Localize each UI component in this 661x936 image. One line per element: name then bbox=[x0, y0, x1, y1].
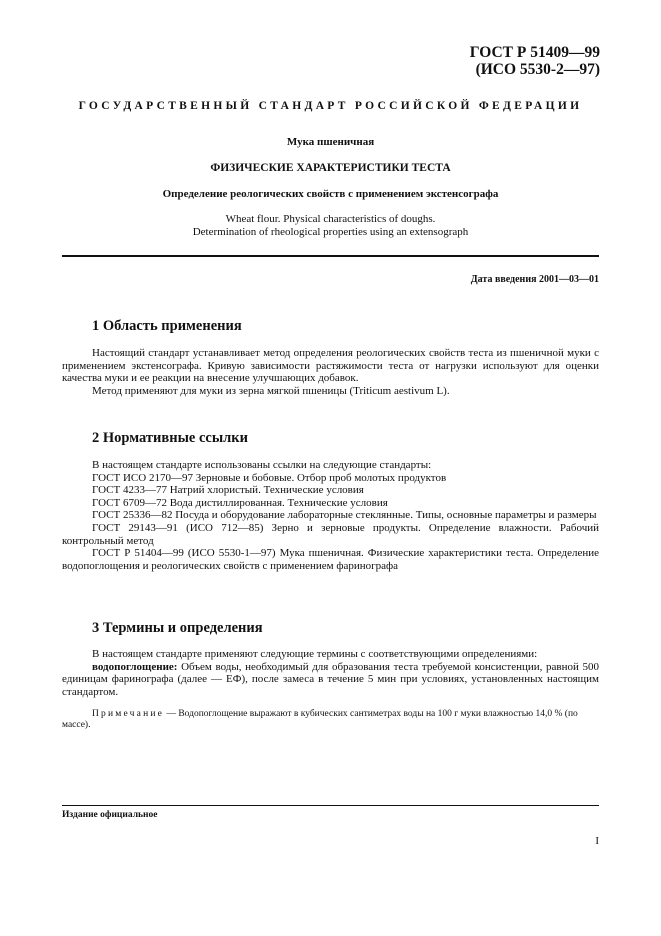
section-2-heading: 2 Нормативные ссылки bbox=[92, 430, 248, 446]
term-text: Объем воды, необходимый для образования теста требуемой консистенции, равной 500 единицам фаринографа (далее — ЕФ), после замеса в течение 5 мин при условиях, установленных настоящим стандартом. bbox=[62, 660, 599, 698]
gost-designation bbox=[470, 44, 600, 78]
note-text: — Водопоглощение выражают в кубических сантиметрах воды на 100 г муки влажностью 14,0 % (по массе). bbox=[62, 709, 578, 730]
edition-label: Издание официальное bbox=[62, 810, 158, 820]
introduction-date: Дата введения 2001—03—01 bbox=[470, 274, 599, 285]
term-name: водопоглощение: bbox=[92, 660, 178, 673]
section-1-heading: 1 Область применения bbox=[92, 318, 242, 334]
iso-number: (ИСО 5530-2—97) bbox=[475, 61, 600, 78]
english-title bbox=[62, 213, 599, 238]
state-standard-title: ГОСУДАРСТВЕННЫЙ СТАНДАРТ РОССИЙСКОЙ ФЕДЕРАЦИИ bbox=[78, 100, 583, 112]
reference-item: ГОСТ 6709—72 Вода дистиллированная. Технические условия bbox=[92, 496, 388, 509]
reference-item: ГОСТ 29143—91 (ИСО 712—85) Зерно и зерновые продукты. Определение влажности. Рабочий контрольный метод bbox=[62, 521, 599, 547]
main-title: ФИЗИЧЕСКИЕ ХАРАКТЕРИСТИКИ ТЕСТА bbox=[210, 162, 451, 174]
title-divider bbox=[62, 255, 599, 257]
page-number: I bbox=[595, 835, 599, 847]
section-1-body bbox=[62, 347, 599, 397]
note bbox=[62, 709, 599, 731]
product-title: Мука пшеничная bbox=[286, 136, 375, 148]
reference-item: ГОСТ Р 51404—99 (ИСО 5530-1—97) Мука пшеничная. Физические характеристики теста. Определение водопоглощения и реологических свойств с применением фаринографа bbox=[62, 547, 599, 572]
reference-item: ГОСТ ИСО 2170—97 Зерновые и бобовые. Отбор проб молотых продуктов bbox=[92, 471, 447, 484]
reference-item: ГОСТ 25336—82 Посуда и оборудование лабораторные стеклянные. Типы, основные параметры и размеры bbox=[92, 509, 597, 522]
section-1-paragraph-1: Настоящий стандарт устанавливает метод определения реологических свойств теста из пшеничной муки с применением экстенсографа. Кривую зависимости растяжимости теста от нагрузки используют для оценки качества муки и ее реакции на внесение улучшающих добавок. bbox=[62, 347, 599, 385]
gost-number: ГОСТ Р 51409—99 bbox=[469, 44, 600, 61]
section-1-paragraph-2: Метод применяют для муки из зерна мягкой пшеницы (Triticum aestivum L). bbox=[92, 384, 450, 397]
section-2-body bbox=[62, 459, 599, 572]
english-title-line-1: Wheat flour. Physical characteristics of doughs. bbox=[225, 213, 436, 225]
section-3-intro: В настоящем стандарте применяют следующие термины с соответствующими определениями: bbox=[92, 648, 538, 660]
reference-item: ГОСТ 4233—77 Натрий хлористый. Технические условия bbox=[92, 484, 364, 497]
note-label: Примечание bbox=[92, 709, 165, 719]
english-title-line-2: Determination of rheological properties using an extensograph bbox=[192, 225, 469, 238]
section-3-heading: 3 Термины и определения bbox=[92, 620, 263, 636]
footer-divider bbox=[62, 805, 599, 806]
section-3-body bbox=[62, 648, 599, 698]
term-definition bbox=[62, 661, 599, 699]
section-2-intro: В настоящем стандарте использованы ссылки на следующие стандарты: bbox=[92, 459, 432, 471]
sub-title: Определение реологических свойств с применением экстенсографа bbox=[162, 188, 499, 200]
